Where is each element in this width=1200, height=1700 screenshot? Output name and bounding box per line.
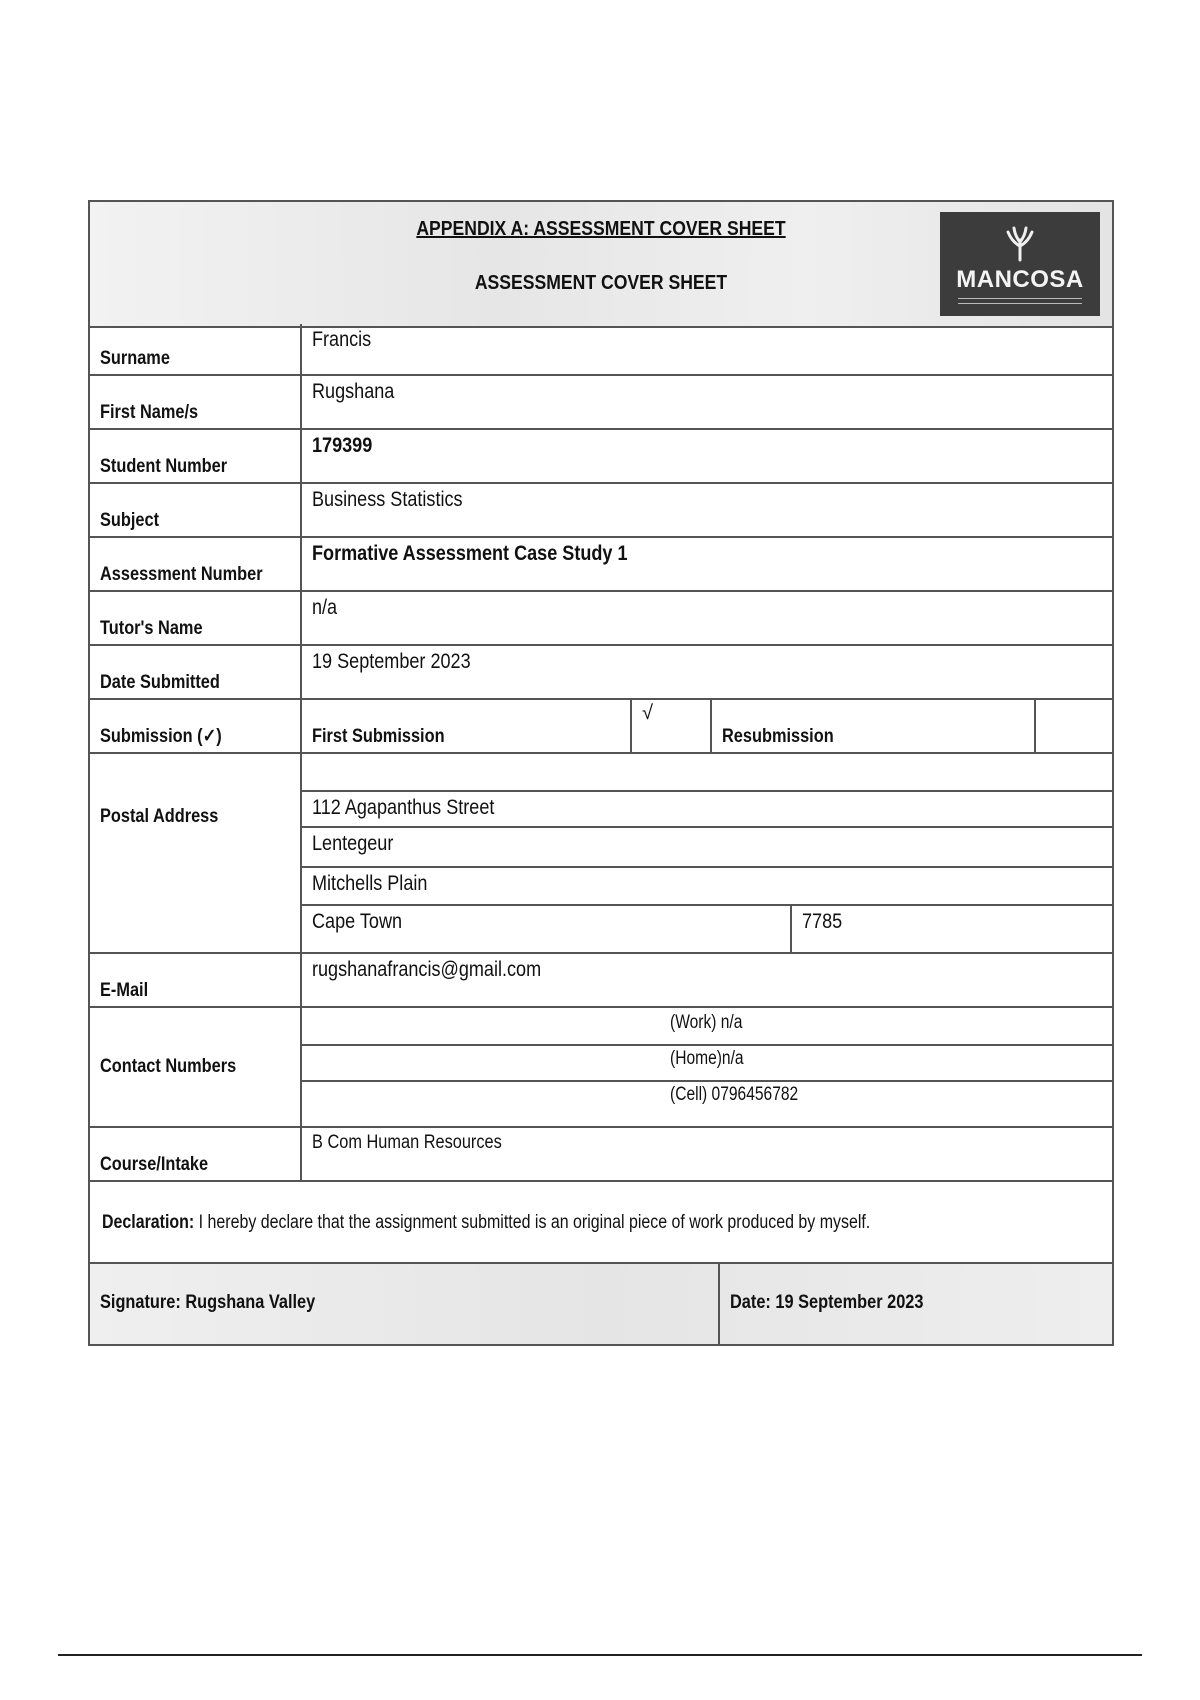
email-row [88, 954, 1114, 1008]
postal-area: Mitchells Plain [312, 872, 428, 895]
logo-tagline [958, 298, 1082, 304]
logo-text: MANCOSA [956, 266, 1084, 293]
row-divider [300, 1044, 1112, 1046]
subject-value: Business Statistics [312, 488, 463, 511]
sheet-title: ASSESSMENT COVER SHEET [474, 272, 728, 294]
declaration-text [102, 1212, 870, 1234]
email-value: rugshanafrancis@gmail.com [312, 958, 542, 981]
column-divider [718, 1264, 720, 1344]
course-intake-value: B Com Human Resources [312, 1132, 502, 1153]
column-divider [300, 954, 302, 1006]
email-label: E-Mail [100, 980, 149, 1001]
appendix-title: APPENDIX A: ASSESSMENT COVER SHEET [416, 218, 786, 240]
column-divider [300, 700, 302, 752]
first-names-row [88, 376, 1114, 430]
first-submission-label: First Submission [312, 726, 445, 747]
column-divider [300, 324, 302, 374]
row-divider [300, 904, 1112, 906]
declaration-row [88, 1182, 1114, 1264]
course-intake-label: Course/Intake [100, 1154, 209, 1175]
postal-address-row [88, 754, 1114, 954]
page-bottom-rule [58, 1654, 1142, 1656]
postal-street: 112 Agapanthus Street [312, 796, 495, 819]
tutor-name-label: Tutor's Name [100, 618, 203, 639]
cover-sheet-header [88, 200, 1114, 328]
contact-numbers-label: Contact Numbers [100, 1056, 237, 1077]
row-divider [300, 826, 1112, 828]
assessment-number-label: Assessment Number [100, 564, 263, 585]
assessment-number-row [88, 538, 1114, 592]
signature-row [88, 1264, 1114, 1346]
column-divider [300, 592, 302, 644]
assessment-number-value: Formative Assessment Case Study 1 [312, 542, 628, 565]
postal-code: 7785 [802, 910, 843, 933]
surname-row [88, 324, 1114, 376]
column-divider [1034, 700, 1036, 752]
submission-label: Submission (✓) [100, 726, 222, 747]
student-number-row [88, 430, 1114, 484]
declaration-label: Declaration: [102, 1212, 195, 1233]
postal-address-label: Postal Address [100, 806, 219, 827]
assessment-cover-sheet [88, 200, 1112, 1346]
submission-row [88, 700, 1114, 754]
column-divider [710, 700, 712, 752]
column-divider [300, 1008, 302, 1126]
column-divider [300, 430, 302, 482]
student-number-value: 179399 [312, 434, 373, 457]
declaration-statement: I hereby declare that the assignment submitted is an original piece of work produced by myself. [194, 1212, 871, 1233]
student-number-label: Student Number [100, 456, 228, 477]
subject-row [88, 484, 1114, 538]
contact-numbers-row [88, 1008, 1114, 1128]
row-divider [300, 866, 1112, 868]
first-names-value: Rugshana [312, 380, 395, 403]
tutor-name-value: n/a [312, 596, 338, 619]
postal-suburb: Lentegeur [312, 832, 394, 855]
row-divider [300, 790, 1112, 792]
signature-text: Signature: Rugshana Valley [100, 1292, 316, 1313]
column-divider [300, 538, 302, 590]
first-submission-checkmark: √ [642, 702, 653, 724]
mancosa-logo [940, 212, 1100, 316]
home-number: (Home)n/a [670, 1048, 744, 1069]
date-submitted-value: 19 September 2023 [312, 650, 471, 673]
date-submitted-row [88, 646, 1114, 700]
tutor-name-row [88, 592, 1114, 646]
column-divider [630, 700, 632, 752]
work-number: (Work) n/a [670, 1012, 743, 1033]
date-submitted-label: Date Submitted [100, 672, 220, 693]
surname-value: Francis [312, 328, 372, 351]
column-divider [790, 904, 792, 952]
first-names-label: First Name/s [100, 402, 199, 423]
column-divider [300, 1128, 302, 1180]
subject-label: Subject [100, 510, 160, 531]
column-divider [300, 754, 302, 952]
signature-date: Date: 19 September 2023 [730, 1292, 924, 1313]
row-divider [300, 1080, 1112, 1082]
cell-number: (Cell) 0796456782 [670, 1084, 799, 1105]
resubmission-label: Resubmission [722, 726, 834, 747]
course-intake-row [88, 1128, 1114, 1182]
column-divider [300, 484, 302, 536]
logo-mark-icon [1002, 226, 1038, 262]
postal-city: Cape Town [312, 910, 403, 933]
column-divider [300, 646, 302, 698]
surname-label: Surname [100, 348, 170, 369]
column-divider [300, 376, 302, 428]
